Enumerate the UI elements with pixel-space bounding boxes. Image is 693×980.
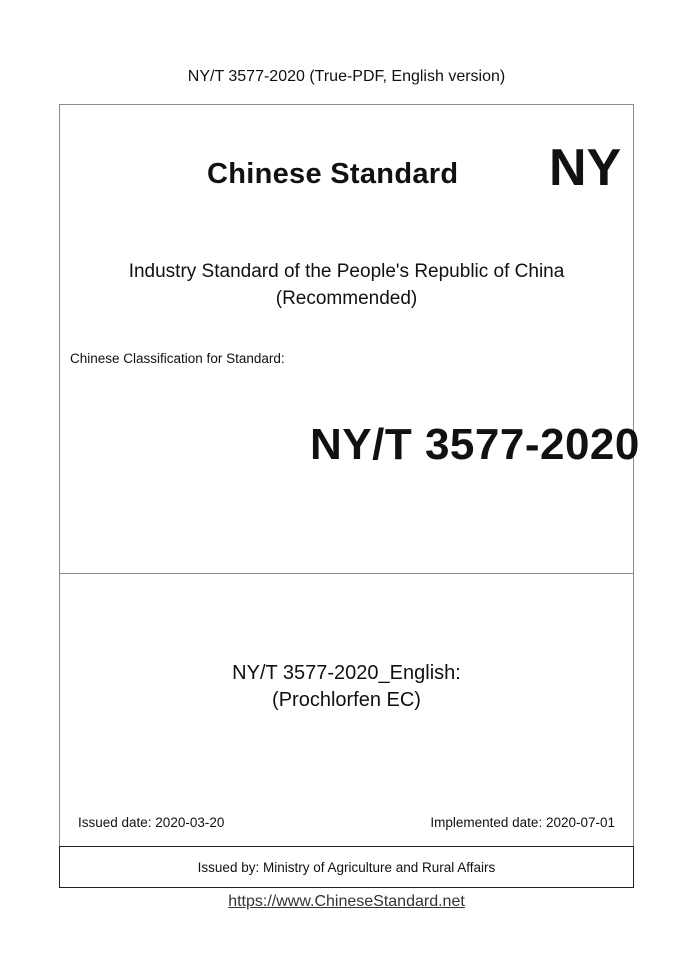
issued-date: Issued date: 2020-03-20 — [78, 815, 225, 830]
brand-title: Chinese Standard — [207, 158, 459, 190]
website-link[interactable]: https://www.ChineseStandard.net — [228, 893, 465, 910]
issuer-panel — [59, 846, 634, 888]
document-title — [0, 660, 693, 714]
issuer-text: Issued by: Ministry of Agriculture and Rural Affairs — [197, 859, 496, 875]
implemented-date: Implemented date: 2020-07-01 — [430, 815, 615, 830]
industry-statement — [0, 258, 693, 312]
recommended-label: (Recommended) — [275, 288, 418, 309]
industry-line: Industry Standard of the People's Republic of China — [128, 261, 565, 282]
classification-label: Chinese Classification for Standard: — [70, 351, 285, 366]
document-number: NY/T 3577-2020 — [310, 420, 640, 469]
document-header: NY/T 3577-2020 (True-PDF, English version) — [187, 68, 506, 85]
subtitle-line: (Prochlorfen EC) — [272, 689, 421, 711]
title-line: NY/T 3577-2020_English: — [232, 662, 461, 684]
standard-code: NY — [549, 139, 622, 197]
